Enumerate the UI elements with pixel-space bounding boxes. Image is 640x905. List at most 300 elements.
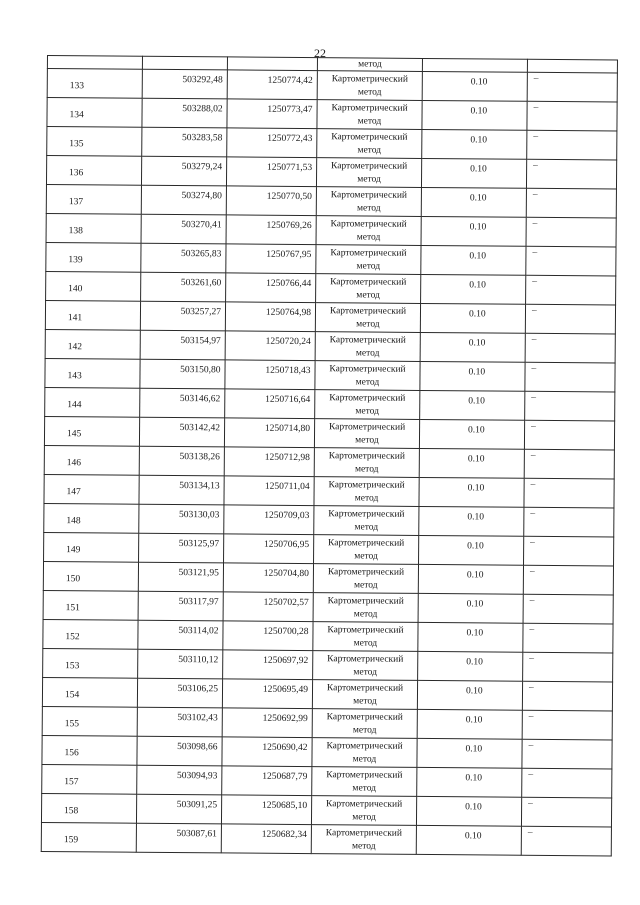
x-coordinate: 503110,12 xyxy=(178,655,219,666)
method-line-1: Картометрический xyxy=(327,596,404,607)
accuracy-cell xyxy=(418,593,523,623)
accuracy-value: 0.10 xyxy=(470,77,488,88)
description-dash: – xyxy=(531,334,537,345)
method-line-2: метод xyxy=(356,203,381,214)
point-number: 153 xyxy=(65,661,80,672)
table-row xyxy=(45,329,615,362)
table-row xyxy=(44,474,614,507)
y-coordinate-cell xyxy=(224,447,314,477)
description-dash: – xyxy=(531,392,537,403)
method-label xyxy=(317,131,421,158)
point-number-cell xyxy=(43,619,138,649)
description-cell xyxy=(522,739,612,769)
table-row xyxy=(47,69,617,102)
x-coordinate: 503125,97 xyxy=(178,539,220,550)
accuracy-cell xyxy=(418,622,523,652)
y-coordinate: 1250712,98 xyxy=(264,452,310,464)
description-dash: – xyxy=(528,740,534,751)
x-coordinate-cell xyxy=(141,272,226,302)
accuracy-cell xyxy=(422,71,527,101)
x-coordinate-cell xyxy=(141,214,226,244)
method-label xyxy=(317,189,421,216)
point-number-cell xyxy=(47,98,142,128)
point-number-cell xyxy=(46,213,141,243)
x-coordinate: 503257,27 xyxy=(180,307,222,318)
point-number-cell xyxy=(44,532,139,562)
table-row xyxy=(46,271,616,304)
method-line-2: метод xyxy=(355,348,380,359)
method-label xyxy=(317,218,421,245)
method-line-2: метод xyxy=(352,783,377,794)
accuracy-value: 0.10 xyxy=(467,541,484,552)
y-coordinate-cell xyxy=(224,418,314,448)
method-cell xyxy=(317,100,422,130)
table-row xyxy=(42,764,612,797)
description-cell xyxy=(523,652,613,682)
accuracy-cell xyxy=(417,767,522,797)
method-label xyxy=(313,653,417,680)
description-dash: – xyxy=(531,421,536,432)
method-label xyxy=(316,276,420,303)
accuracy-value: 0.10 xyxy=(470,135,488,146)
method-cell xyxy=(314,506,419,536)
method-line-1: Картометрический xyxy=(329,306,407,317)
method-cell xyxy=(315,390,420,420)
method-line-2: метод xyxy=(354,464,379,475)
method-line-1: Картометрический xyxy=(325,799,403,810)
point-number: 151 xyxy=(65,603,80,614)
point-number-cell xyxy=(47,127,142,157)
description-dash: – xyxy=(529,653,535,664)
method-label xyxy=(314,537,418,564)
table-row xyxy=(47,127,617,160)
point-number: 154 xyxy=(64,690,80,701)
method-line-2: метод xyxy=(356,261,381,272)
x-coordinate: 503270,41 xyxy=(181,220,222,231)
description-cell xyxy=(526,159,616,189)
method-cell xyxy=(315,303,420,333)
accuracy-cell xyxy=(418,651,523,681)
method-cell xyxy=(312,680,417,710)
cell-empty xyxy=(227,57,317,71)
y-coordinate-cell xyxy=(223,592,313,622)
method-cell xyxy=(314,419,419,449)
method-label xyxy=(314,595,418,622)
description-dash: – xyxy=(529,682,534,693)
description-dash: – xyxy=(532,247,538,258)
accuracy-cell xyxy=(421,158,526,188)
method-label xyxy=(312,798,416,825)
point-number: 143 xyxy=(67,371,82,382)
y-coordinate: 1250764,98 xyxy=(265,307,312,319)
point-number-cell xyxy=(43,561,138,591)
table-row xyxy=(45,300,615,333)
accuracy-cell xyxy=(422,100,527,130)
x-coordinate-cell xyxy=(136,794,221,824)
x-coordinate-cell xyxy=(138,649,223,679)
description-dash: – xyxy=(529,566,535,577)
description-cell xyxy=(522,768,612,798)
accuracy-value: 0.10 xyxy=(468,338,486,349)
method-cell xyxy=(317,71,422,101)
x-coordinate: 503091,25 xyxy=(176,800,218,811)
method-cell xyxy=(312,767,417,797)
coordinates-table xyxy=(41,55,618,856)
method-line-2: метод xyxy=(355,435,379,446)
accuracy-cell xyxy=(417,709,522,739)
method-line-2: метод xyxy=(357,116,382,127)
method-label xyxy=(315,363,419,390)
x-coordinate: 503150,80 xyxy=(180,365,221,376)
y-coordinate: 1250716,64 xyxy=(265,394,311,406)
y-coordinate-cell xyxy=(224,505,314,535)
method-line-2: метод xyxy=(354,551,378,562)
y-coordinate: 1250720,24 xyxy=(265,336,311,348)
method-label xyxy=(312,827,416,854)
method-line-1: Картометрический xyxy=(329,335,406,346)
y-coordinate-cell xyxy=(223,650,313,680)
accuracy-cell xyxy=(420,390,525,420)
y-coordinate: 1250697,92 xyxy=(263,655,309,667)
method-cell xyxy=(312,709,417,739)
x-coordinate-cell xyxy=(142,98,227,128)
description-cell xyxy=(522,681,612,711)
point-number: 158 xyxy=(64,806,79,817)
x-coordinate: 503114,02 xyxy=(178,626,219,637)
y-coordinate: 1250774,42 xyxy=(267,75,313,87)
cell-empty xyxy=(142,56,227,70)
accuracy-value: 0.10 xyxy=(466,599,484,610)
method-line-2: метод xyxy=(352,725,377,736)
method-label xyxy=(312,769,416,796)
y-coordinate: 1250767,95 xyxy=(266,249,312,261)
x-coordinate-cell xyxy=(137,707,222,737)
point-number: 135 xyxy=(69,139,84,150)
x-coordinate-cell xyxy=(138,620,223,650)
method-line-1: Картометрический xyxy=(328,509,405,520)
y-coordinate: 1250687,79 xyxy=(262,771,308,783)
description-dash: – xyxy=(533,131,539,142)
method-line-1: Картометрический xyxy=(328,480,405,491)
x-coordinate: 503121,95 xyxy=(178,568,219,579)
point-number: 140 xyxy=(68,284,83,295)
method-line-1: Картометрический xyxy=(331,132,408,143)
x-coordinate: 503134,13 xyxy=(179,481,220,492)
y-coordinate-cell xyxy=(226,215,316,245)
point-number-cell xyxy=(42,677,137,707)
description-dash: – xyxy=(528,798,533,809)
y-coordinate: 1250714,80 xyxy=(264,423,311,435)
table-row xyxy=(44,532,614,565)
x-coordinate-cell xyxy=(139,417,224,447)
description-dash: – xyxy=(531,363,537,374)
method-cell xyxy=(317,58,422,72)
x-coordinate: 503087,61 xyxy=(176,829,217,840)
x-coordinate: 503261,60 xyxy=(180,278,222,289)
x-coordinate-cell xyxy=(139,446,224,476)
description-cell xyxy=(524,507,614,537)
description-dash: – xyxy=(529,595,535,606)
point-number-cell xyxy=(44,503,139,533)
point-number-cell xyxy=(47,69,142,99)
description-dash: – xyxy=(528,769,534,780)
point-number: 133 xyxy=(69,81,85,92)
method-label xyxy=(316,334,420,361)
method-line-1: Картометрический xyxy=(330,248,407,259)
table-row xyxy=(44,445,614,478)
y-coordinate-cell xyxy=(224,476,314,506)
y-coordinate-cell xyxy=(224,534,314,564)
accuracy-cell xyxy=(419,477,524,507)
description-cell xyxy=(526,217,616,247)
accuracy-value: 0.10 xyxy=(467,483,485,494)
table-row xyxy=(44,503,614,536)
table-row xyxy=(46,242,616,275)
method-line-2: метод xyxy=(356,319,380,330)
y-coordinate-cell xyxy=(225,331,315,361)
method-line-2: метод xyxy=(354,493,379,504)
description-dash: – xyxy=(530,450,536,461)
description-cell xyxy=(525,333,615,363)
accuracy-value: 0.10 xyxy=(470,106,488,117)
description-cell xyxy=(524,478,614,508)
point-number-cell xyxy=(43,648,138,678)
method-cell xyxy=(316,245,421,275)
method-cell xyxy=(312,738,417,768)
table-row xyxy=(41,793,611,826)
point-number: 157 xyxy=(64,777,79,788)
method-label xyxy=(317,160,421,187)
description-dash: – xyxy=(527,827,533,838)
accuracy-value: 0.10 xyxy=(469,222,487,233)
x-coordinate-cell xyxy=(139,475,224,505)
accuracy-value: 0.10 xyxy=(465,715,483,726)
table-row xyxy=(42,677,612,710)
method-label xyxy=(316,305,420,332)
table-row xyxy=(44,416,614,449)
description-cell xyxy=(526,188,616,218)
method-line-1: Картометрический xyxy=(328,451,406,462)
x-coordinate: 503274,80 xyxy=(181,191,222,202)
method-cell xyxy=(316,274,421,304)
accuracy-value: 0.10 xyxy=(465,744,483,755)
x-coordinate: 503265,83 xyxy=(181,249,222,260)
table-row xyxy=(45,358,615,391)
table-row xyxy=(47,98,617,131)
point-number-cell xyxy=(41,822,136,852)
method-line-1: Картометрический xyxy=(330,277,407,288)
y-coordinate: 1250766,44 xyxy=(266,278,312,290)
y-coordinate-cell xyxy=(222,708,312,738)
method-label xyxy=(314,508,418,535)
method-line-1: Картометрический xyxy=(326,741,403,752)
x-coordinate: 503094,93 xyxy=(176,771,218,782)
method-cell xyxy=(316,187,421,217)
method-cell xyxy=(311,796,416,826)
y-coordinate: 1250771,53 xyxy=(266,162,313,174)
y-coordinate-cell xyxy=(222,766,312,796)
table-body xyxy=(41,56,617,856)
x-coordinate-cell xyxy=(140,359,225,389)
method-line-2: метод xyxy=(351,841,376,852)
point-number-cell xyxy=(42,764,137,794)
description-cell xyxy=(527,101,617,131)
method-line-1: Картометрический xyxy=(330,161,408,172)
accuracy-cell xyxy=(419,535,524,565)
description-cell xyxy=(526,275,616,305)
accuracy-value: 0.10 xyxy=(466,657,483,668)
description-cell xyxy=(527,130,617,160)
point-number-cell xyxy=(46,156,141,186)
table-row xyxy=(42,706,612,739)
method-label xyxy=(312,740,416,767)
description-dash: – xyxy=(530,537,535,548)
accuracy-cell xyxy=(420,361,525,391)
y-coordinate: 1250704,80 xyxy=(263,568,309,580)
y-coordinate-cell xyxy=(227,128,317,158)
x-coordinate-cell xyxy=(139,533,224,563)
x-coordinate: 503288,02 xyxy=(182,104,223,115)
description-dash: – xyxy=(532,218,538,229)
x-coordinate-cell xyxy=(140,388,225,418)
accuracy-value: 0.10 xyxy=(467,512,485,523)
description-cell xyxy=(524,420,614,450)
method-line-2: метод xyxy=(357,145,382,156)
method-label xyxy=(315,450,419,477)
x-coordinate-cell xyxy=(138,591,223,621)
method-line-2: метод xyxy=(353,609,378,620)
method-label xyxy=(313,682,417,709)
point-number: 155 xyxy=(64,719,80,730)
method-line-2: метод xyxy=(354,522,379,533)
method-line-1: Картометрический xyxy=(325,828,403,839)
accuracy-value: 0.10 xyxy=(465,802,482,813)
accuracy-cell xyxy=(421,187,526,217)
y-coordinate: 1250711,04 xyxy=(264,481,310,493)
description-cell xyxy=(523,623,613,653)
y-coordinate-cell xyxy=(227,99,317,129)
x-coordinate-cell xyxy=(142,69,227,99)
point-number: 134 xyxy=(69,110,84,121)
method-line-1: Картометрический xyxy=(326,712,403,723)
x-coordinate-cell xyxy=(139,504,224,534)
accuracy-value: 0.10 xyxy=(467,454,485,465)
description-dash: – xyxy=(530,508,536,519)
x-coordinate-cell xyxy=(137,736,222,766)
point-number-cell xyxy=(44,474,139,504)
accuracy-value: 0.10 xyxy=(468,396,485,407)
accuracy-value: 0.10 xyxy=(465,773,482,784)
method-line-1: Картометрический xyxy=(331,103,408,114)
accuracy-value: 0.10 xyxy=(468,425,485,436)
accuracy-value: 0.10 xyxy=(465,686,483,697)
point-number: 148 xyxy=(66,516,81,527)
method-line-1: Картометрический xyxy=(327,625,404,636)
x-coordinate: 503283,58 xyxy=(181,133,223,144)
accuracy-value: 0.10 xyxy=(468,309,486,320)
description-cell xyxy=(522,710,612,740)
y-coordinate: 1250773,47 xyxy=(267,104,313,116)
method-line-2: метод xyxy=(356,290,380,301)
description-cell xyxy=(527,72,617,102)
method-cell xyxy=(316,216,421,246)
method-line-2: метод xyxy=(355,406,380,417)
description-dash: – xyxy=(533,102,539,113)
point-number: 142 xyxy=(67,342,82,353)
x-coordinate: 503098,66 xyxy=(177,742,218,753)
method-label xyxy=(318,73,422,100)
method-cell xyxy=(313,564,418,594)
description-dash: – xyxy=(530,479,536,490)
y-coordinate-cell xyxy=(226,186,316,216)
method-label xyxy=(313,711,417,738)
y-coordinate: 1250700,28 xyxy=(263,626,309,638)
point-number-cell xyxy=(46,242,141,272)
method-cell xyxy=(313,593,418,623)
y-coordinate-cell xyxy=(227,70,317,100)
method-line-2: метод xyxy=(353,667,377,678)
accuracy-value: 0.10 xyxy=(466,570,484,581)
table-row xyxy=(46,213,616,246)
method-line-2: метод xyxy=(356,232,381,243)
x-coordinate-cell xyxy=(136,823,221,853)
method-line-2: метод xyxy=(353,638,378,649)
accuracy-cell xyxy=(416,825,521,855)
point-number: 147 xyxy=(66,487,81,498)
point-number-cell xyxy=(45,358,140,388)
description-dash: – xyxy=(529,624,535,635)
point-number: 149 xyxy=(66,545,81,556)
point-number-cell xyxy=(45,300,140,330)
cell-empty xyxy=(527,59,617,73)
description-dash: – xyxy=(532,276,538,287)
method-cell xyxy=(313,622,418,652)
method-label xyxy=(316,247,420,274)
method-line-2: метод xyxy=(352,754,377,765)
y-coordinate-cell xyxy=(226,157,316,187)
method-line-1: Картометрический xyxy=(328,538,405,549)
page-number: 22 xyxy=(314,46,326,60)
point-number-cell xyxy=(46,184,141,214)
accuracy-cell xyxy=(420,303,525,333)
y-coordinate: 1250772,43 xyxy=(267,133,313,145)
accuracy-value: 0.10 xyxy=(469,251,487,262)
y-coordinate-cell xyxy=(226,244,316,274)
table-row xyxy=(43,619,613,652)
table-row xyxy=(43,648,613,681)
description-dash: – xyxy=(533,160,538,171)
x-coordinate-cell xyxy=(137,765,222,795)
accuracy-cell xyxy=(421,274,526,304)
method-line-1: Картометрический xyxy=(327,654,404,665)
point-number-cell xyxy=(41,793,136,823)
method-cell xyxy=(311,825,416,855)
x-coordinate: 503154,97 xyxy=(180,336,221,347)
table-row xyxy=(46,184,616,217)
accuracy-cell xyxy=(421,216,526,246)
accuracy-value: 0.10 xyxy=(464,831,482,842)
y-coordinate-cell xyxy=(222,737,312,767)
accuracy-cell xyxy=(422,129,527,159)
description-cell xyxy=(521,826,611,856)
accuracy-cell xyxy=(416,796,521,826)
point-number-cell xyxy=(45,329,140,359)
point-number-cell xyxy=(42,706,137,736)
description-dash: – xyxy=(533,73,539,84)
accuracy-value: 0.10 xyxy=(469,193,487,204)
y-coordinate: 1250692,99 xyxy=(262,713,308,725)
y-coordinate: 1250709,03 xyxy=(264,510,310,522)
